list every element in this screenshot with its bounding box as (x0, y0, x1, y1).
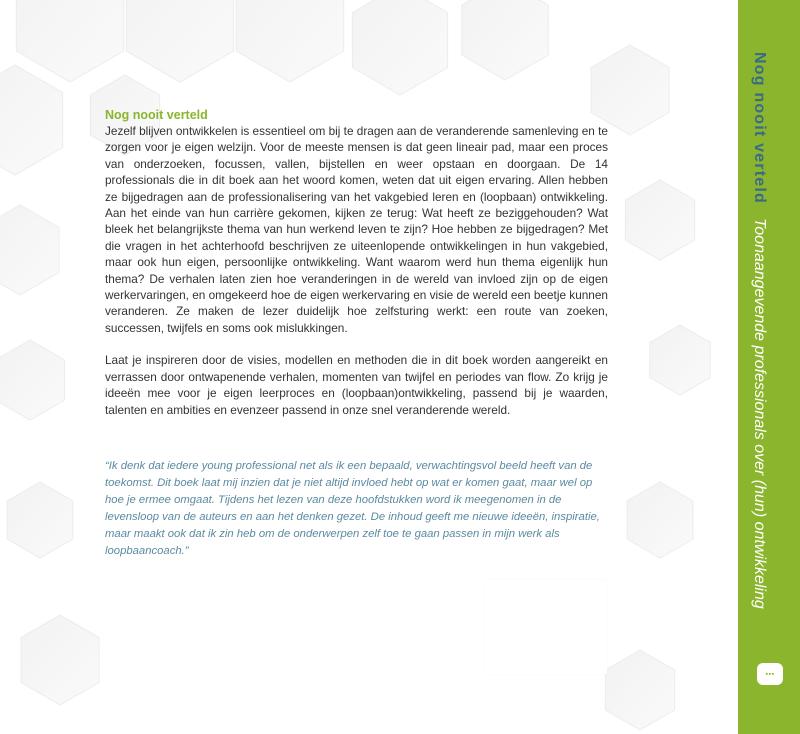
hexagon-shape (352, 0, 447, 95)
hexagon-shape (236, 0, 343, 82)
hexagon-shape (0, 205, 59, 295)
back-cover-text (105, 108, 608, 418)
spine-subtitle: Toonaangevende professionals over (hun) ontwikkeling (751, 217, 768, 609)
body-paragraph-1: Jezelf blijven ontwikkelen is essentieel om bij te dragen aan de veranderende samenleving en te zorgen voor je eigen welzijn. Voor de meeste mensen is dat geen lineair pad, maar een proces van onderzoeken, focussen, vallen, bijstellen en weer opstaan en doorgaan. De 14 professionals die in dit boek aan het woord komen, weten dat uit eigen ervaring. Allen hebben ze bijgedragen aan de professionalisering van het vakgebied leren en (loopbaan) ontwikkeling. Aan het einde van hun carrière gekomen, kijken ze terug: Wat heeft ze beziggehouden? Wat bleek het belangrijkste thema van hun werkend leven te zijn? Hoe hebben ze bijgedragen? Met die vragen in het achterhoofd beschrijven ze uiteenlopende ontwikkelingen in hun vakgebied, maar ook hun eigen, persoonlijke ontwikkeling. Want waarom werd hun thema eigenlijk hun thema? De verhalen laten zien hoe veranderingen in de wereld van invloed zijn op de eigen werkervaringen, en omgekeerd hoe de eigen werkervaring en visie de wereld een beetje kunnen veranderen. Ze maken de lezer duidelijk hoe zelfsturing werkt: een route van zoeken, successen, twijfels en soms ook mislukkingen. (105, 124, 608, 335)
hexagon-shape (21, 615, 99, 705)
hexagon-shape (7, 482, 73, 558)
hexagon-shape (625, 180, 694, 260)
hexagon-shape (462, 0, 549, 80)
testimonial-quote: “Ik denk dat iedere young professional net als ik een bepaald, verwachtingsvol beeld heeft van de toekomst. Dit boek laat mij inzien dat je niet altijd invloed hebt op wat er komen gaat, maar wel op hoe je ermee omgaat. Tijdens het lezen van deze hoofdstukken word ik meegenomen in de levensloop van de auteurs en aan het denken gezet. De inhoud geeft me nieuwe ideeën, inspiratie, maar maakt ook dat ik zin heb om de onderwerpen zelf toe te gaan passen in mijn werk als loopbaancoach.” (105, 460, 600, 557)
hexagon-shape (126, 0, 233, 82)
hexagon-shape (605, 650, 674, 730)
section-heading: Nog nooit verteld (105, 108, 208, 122)
spine-text (749, 52, 769, 609)
hexagon-shape (16, 0, 123, 82)
hexagon-shape (0, 340, 65, 420)
publisher-logo-icon (757, 663, 783, 685)
book-spine (738, 0, 800, 734)
hexagon-shape (650, 325, 711, 395)
hexagon-shape (0, 65, 63, 175)
photo-placeholder (485, 580, 607, 674)
logo-mark-icon: ▪▪▪ (765, 671, 775, 678)
hexagon-shape (627, 482, 693, 558)
spine-title: Nog nooit verteld (751, 52, 768, 204)
body-paragraph-2: Laat je inspireren door de visies, modellen en methoden die in dit boek worden aangereikt en verrassen door ontwapenende verhalen, momenten van twijfel en periodes van flow. Zo krijg je ideeën mee voor je eigen leerproces en (loopbaan)ontwikkeling, passend bij je waarden, talenten en ambities en evenzeer passend in onze snel veranderende wereld. (105, 353, 608, 417)
